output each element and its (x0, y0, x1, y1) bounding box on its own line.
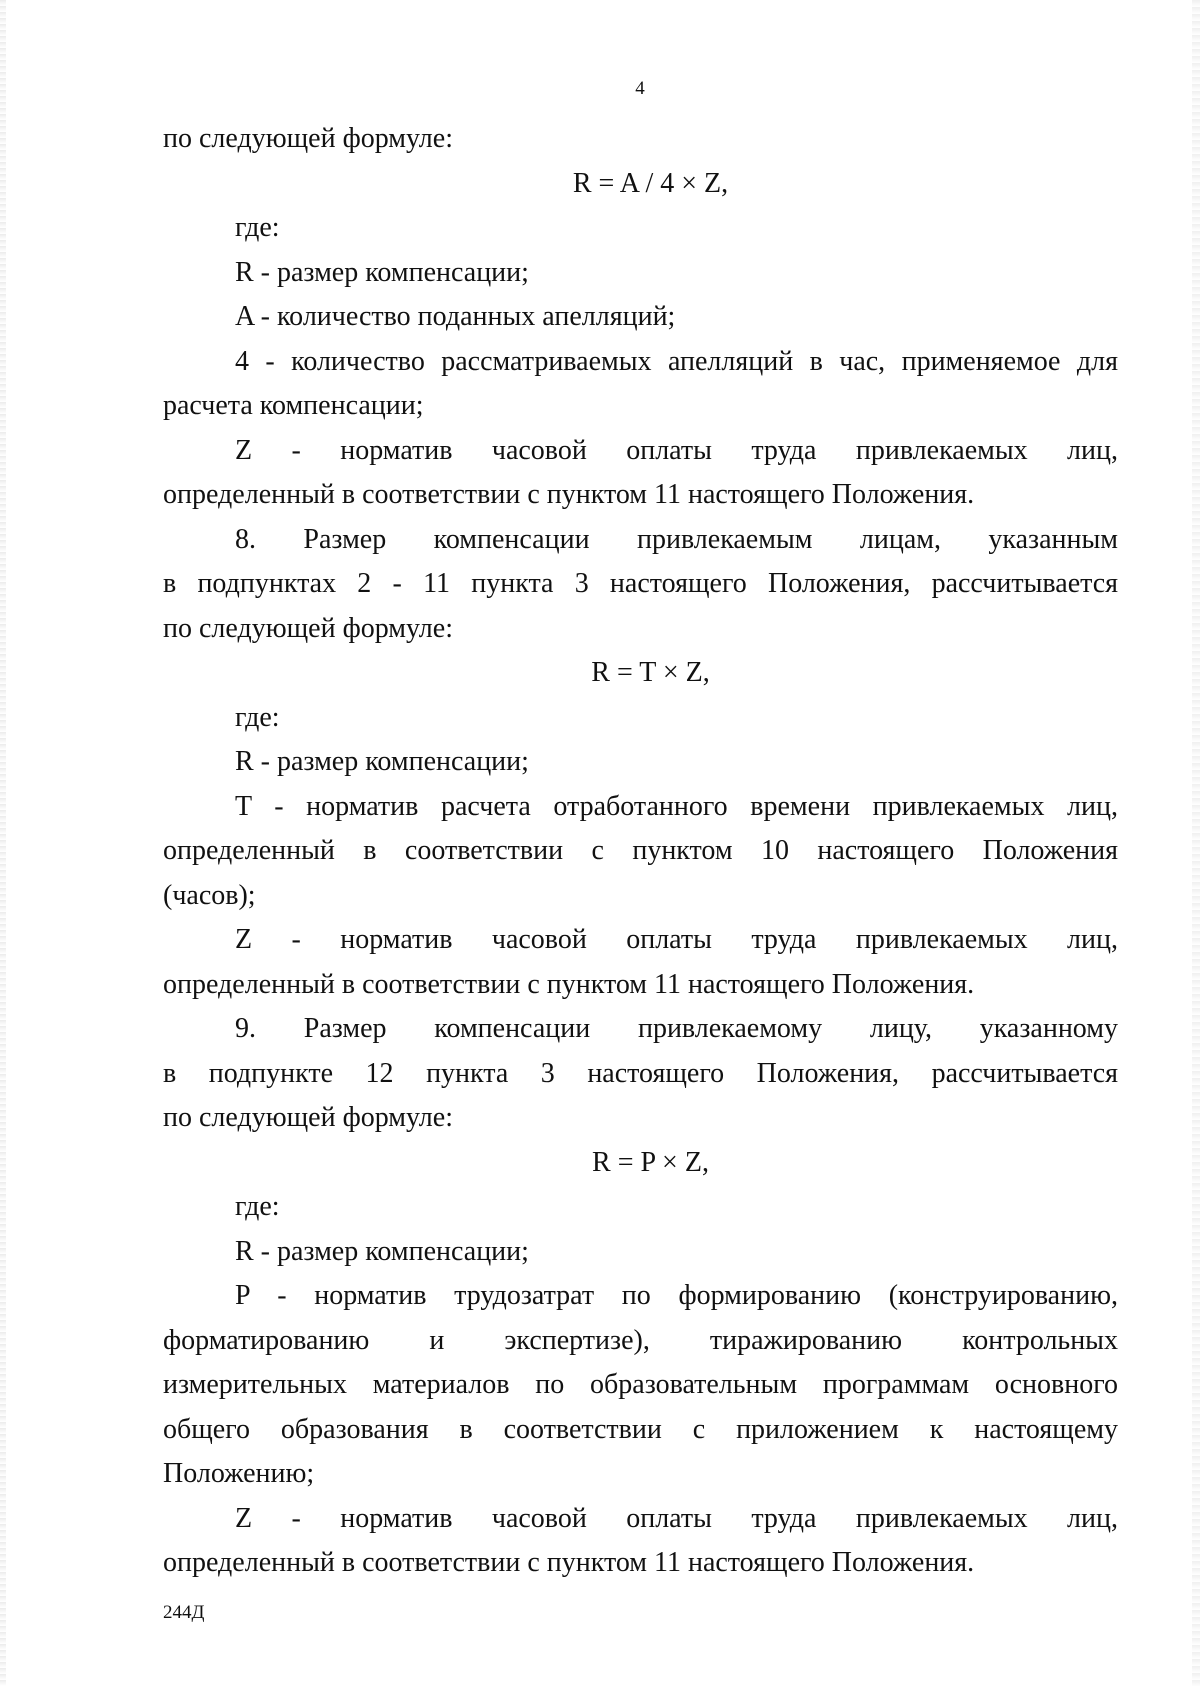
text-line: Z - норматив часовой оплаты труда привлекаемых лиц, (235, 924, 1118, 955)
text-line: определенный в соответствии с пунктом 11 настоящего Положения. (163, 479, 975, 510)
text-line: в подпунктах 2 - 11 пункта 3 настоящего Положения, рассчитывается (163, 568, 1118, 599)
text-line: P - норматив трудозатрат по формированию (конструированию, (235, 1280, 1118, 1311)
text-line: (часов); (163, 879, 256, 911)
text-line: где: (235, 701, 280, 733)
text-line: расчета компенсации; (163, 390, 424, 421)
formula-line: R = T × Z, (591, 657, 710, 688)
text-line: A - количество поданных апелляций; (235, 301, 676, 332)
text-line: измерительных материалов по образовательным программам основного (163, 1369, 1118, 1400)
text-line: 8. Размер компенсации привлекаемым лицам, указанным (235, 523, 1118, 555)
text-line: 9. Размер компенсации привлекаемому лицу, указанному (235, 1013, 1118, 1044)
text-line: определенный в соответствии с пунктом 10 настоящего Положения (163, 835, 1118, 866)
document-code: 244Д (163, 1602, 205, 1623)
text-line: где: (235, 212, 280, 243)
page-number: 4 (635, 78, 645, 99)
text-line: Z - норматив часовой оплаты труда привлекаемых лиц, (235, 1502, 1118, 1534)
text-line: в подпункте 12 пункта 3 настоящего Положения, рассчитывается (163, 1057, 1118, 1089)
text-line: R - размер компенсации; (235, 1235, 529, 1267)
scan-edge-right (1192, 0, 1200, 1686)
text-line: Z - норматив часовой оплаты труда привлекаемых лиц, (235, 434, 1118, 466)
formula-line: R = P × Z, (592, 1146, 709, 1178)
document-body (163, 117, 1118, 1586)
text-line: T - норматив расчета отработанного времени привлекаемых лиц, (235, 790, 1118, 822)
text-line: определенный в соответствии с пунктом 11 настоящего Положения. (163, 1547, 975, 1578)
text-line: R - размер компенсации; (235, 746, 529, 777)
text-line: 4 - количество рассматриваемых апелляций в час, применяемое для (235, 345, 1118, 377)
text-line: по следующей формуле: (163, 123, 453, 154)
text-line: форматированию и экспертизе), тиражированию контрольных (163, 1324, 1118, 1356)
text-line: определенный в соответствии с пунктом 11 настоящего Положения. (163, 968, 975, 1000)
text-line: общего образования в соответствии с приложением к настоящему (163, 1413, 1118, 1445)
text-line: по следующей формуле: (163, 612, 453, 644)
scan-edge-left (0, 0, 6, 1686)
text-line: где: (235, 1191, 280, 1222)
text-line: R - размер компенсации; (235, 256, 529, 288)
text-line: по следующей формуле: (163, 1102, 453, 1133)
formula-line: R = A / 4 × Z, (572, 167, 729, 199)
text-line: Положению; (163, 1458, 315, 1489)
